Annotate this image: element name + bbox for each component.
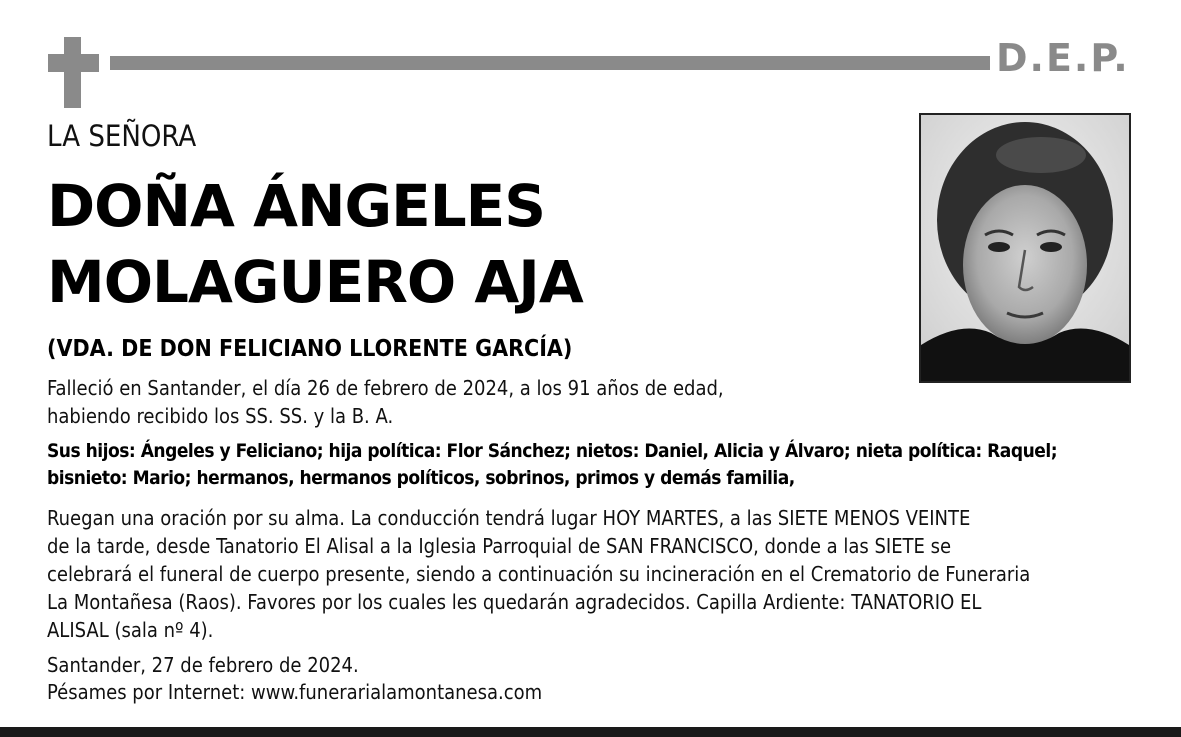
deceased-name <box>47 168 583 320</box>
funeral-line1: Ruegan una oración por su alma. La conducción tendrá lugar HOY MARTES, a las SIETE MENOS VEINTE <box>47 506 971 530</box>
death-notice-line1: Falleció en Santander, el día 26 de febrero de 2024, a los 91 años de edad, <box>47 376 724 400</box>
family-line1: Sus hijos: Ángeles y Feliciano; hija política: Flor Sánchez; nietos: Daniel, Alicia y Álvaro; nieta política: Raquel; <box>47 440 1058 462</box>
family-line2: bisnieto: Mario; hermanos, hermanos políticos, sobrinos, primos y demás familia, <box>47 467 795 489</box>
death-notice <box>47 374 897 430</box>
footer <box>47 652 542 706</box>
funeral-line2: de la tarde, desde Tanatorio El Alisal a la Iglesia Parroquial de SAN FRANCISCO, donde a las SIETE se <box>47 534 952 558</box>
cross-icon <box>0 0 110 115</box>
footer-rule <box>0 727 1181 737</box>
family-list <box>47 438 1157 492</box>
header-rule <box>110 56 990 70</box>
death-notice-line2: habiendo recibido los SS. SS. y la B. A. <box>47 404 394 428</box>
condolences-line: Pésames por Internet: www.funerarialamontanesa.com <box>47 680 543 704</box>
dep-label: D.E.P. <box>996 36 1130 80</box>
deceased-name-line1: DOÑA ÁNGELES <box>47 172 546 240</box>
place-date: Santander, 27 de febrero de 2024. <box>47 653 359 677</box>
deceased-name-line2: MOLAGUERO AJA <box>47 248 583 316</box>
funeral-line3: celebrará el funeral de cuerpo presente, siendo a continuación su incineración en el Crematorio de Funeraria <box>47 562 1031 586</box>
portrait-image <box>921 115 1129 381</box>
widow-of: (VDA. DE DON FELICIANO LLORENTE GARCÍA) <box>47 336 573 362</box>
honorific: LA SEÑORA <box>47 119 197 153</box>
funeral-details <box>47 504 1147 644</box>
funeral-line5: ALISAL (sala nº 4). <box>47 618 214 642</box>
portrait-photo <box>919 113 1131 383</box>
funeral-line4: La Montañesa (Raos). Favores por los cuales les quedarán agradecidos. Capilla Ardiente: TANATORIO EL <box>47 590 982 614</box>
